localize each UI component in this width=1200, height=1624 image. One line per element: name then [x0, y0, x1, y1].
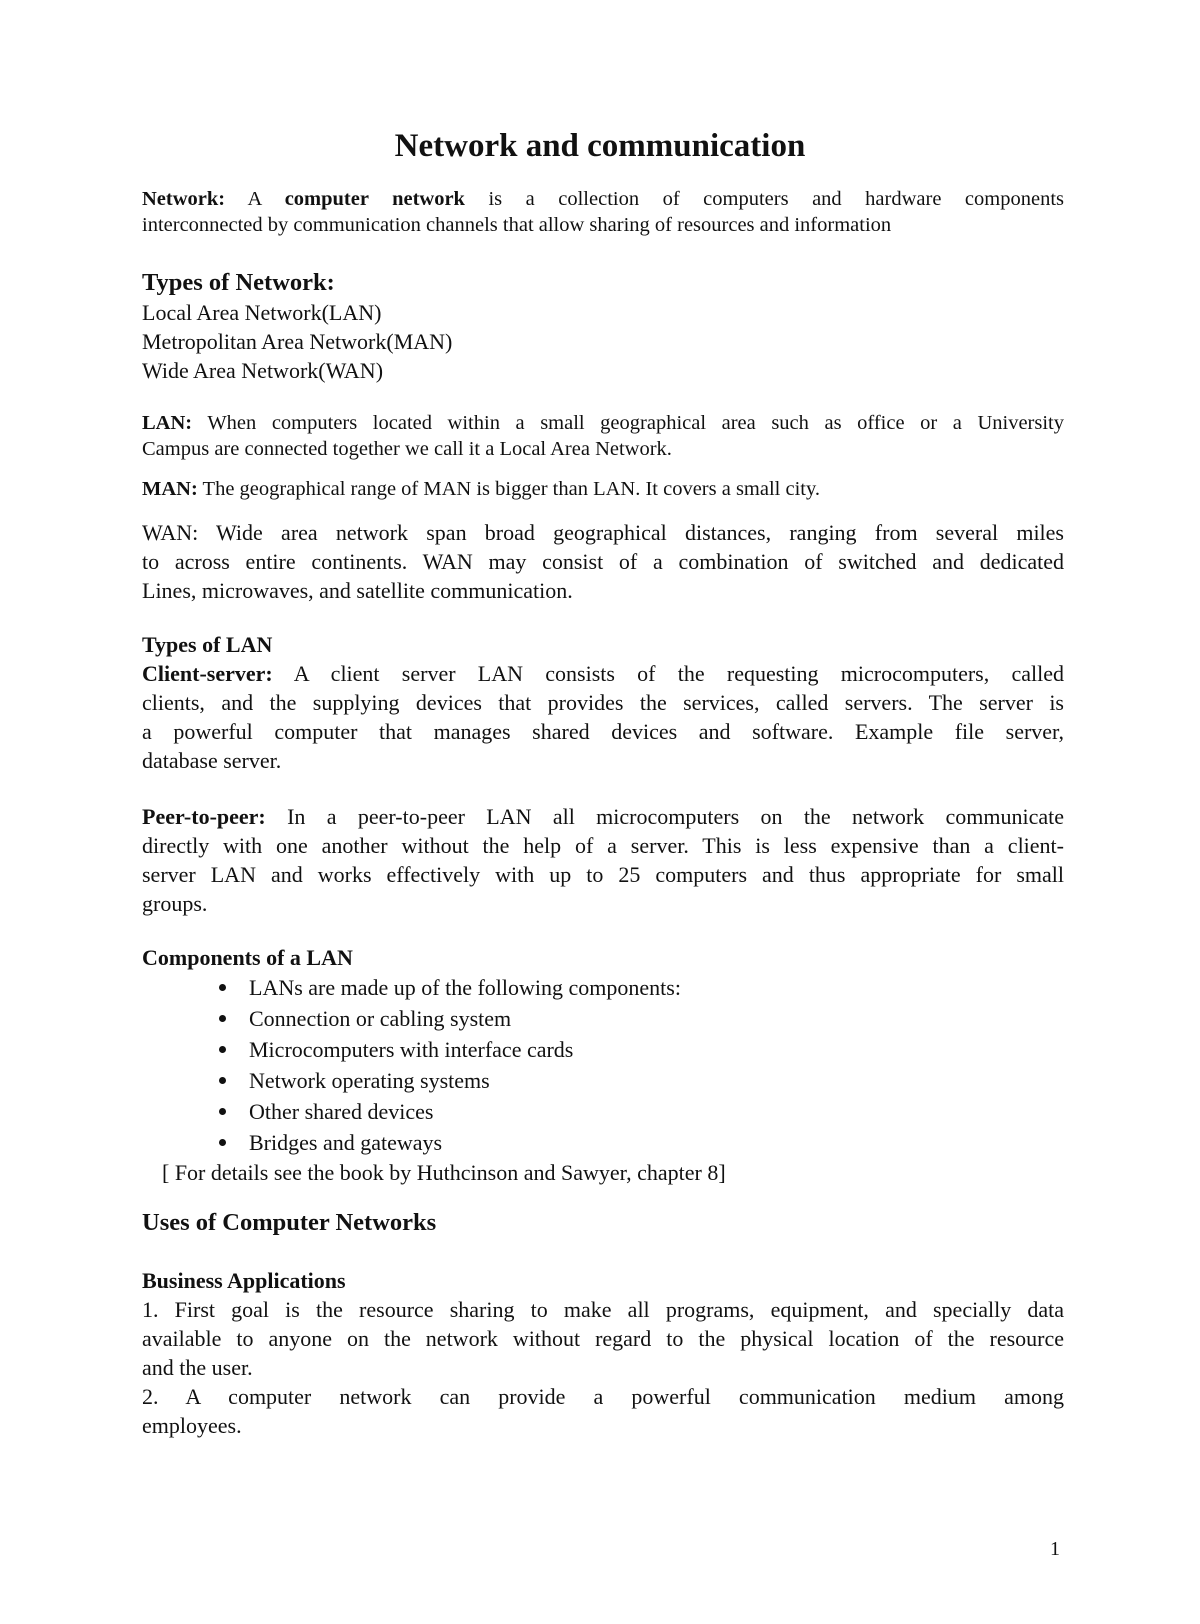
- uses-section: [142, 1208, 1064, 1238]
- list-item: [249, 1096, 1064, 1127]
- list-item-text: Bridges and gateways: [249, 1130, 443, 1155]
- wan-def-line-1: WAN: Wide area network span broad geographical distances, ranging from several miles: [142, 520, 1064, 545]
- computer-network-term: computer network: [284, 188, 465, 210]
- man-def-text: The geographical range of MAN is bigger than LAN. It covers a small city.: [197, 478, 821, 500]
- peer-to-peer-line-1: [142, 802, 1064, 831]
- business-point-1-line-2: available to anyone on the network without regard to the physical location of the resource: [142, 1326, 1064, 1351]
- types-of-lan-heading: [142, 630, 1064, 659]
- bullet-icon: [219, 1077, 226, 1084]
- bullet-icon: [219, 1108, 226, 1115]
- peer-to-peer-term: Peer-to-peer:: [142, 804, 266, 829]
- network-type-item: Wide Area Network(WAN): [142, 358, 384, 383]
- types-of-network-section: [142, 268, 1064, 385]
- man-definition: [142, 476, 1064, 502]
- client-server-line-1: [142, 659, 1064, 688]
- business-applications-section: [142, 1266, 1064, 1440]
- business-heading: [142, 1266, 1064, 1295]
- wan-def-line-3: Lines, microwaves, and satellite communication.: [142, 578, 573, 603]
- bullet-icon: [219, 984, 226, 991]
- lan-def-line-2: Campus are connected together we call it a Local Area Network.: [142, 438, 672, 460]
- list-item-text: Connection or cabling system: [249, 1006, 512, 1031]
- types-of-lan-section: [142, 630, 1064, 775]
- components-note: [ For details see the book by Huthcinson and Sawyer, chapter 8]: [162, 1160, 726, 1185]
- client-server-line-4: database server.: [142, 748, 282, 773]
- client-server-text: A client server LAN consists of the requesting microcomputers, called: [272, 661, 1064, 686]
- bullet-icon: [219, 1015, 226, 1022]
- peer-to-peer-line-2: directly with one another without the help of a server. This is less expensive than a client-: [142, 833, 1064, 858]
- peer-to-peer-text: In a peer-to-peer LAN all microcomputers on the network communicate: [265, 804, 1064, 829]
- network-type-item: Local Area Network(LAN): [142, 300, 382, 325]
- business-heading-text: Business Applications: [142, 1268, 346, 1293]
- network-def-lead: A: [247, 188, 285, 210]
- list-item: [249, 1034, 1064, 1065]
- list-item-text: Other shared devices: [249, 1099, 434, 1124]
- client-server-line-3: a powerful computer that manages shared devices and software. Example file server,: [142, 719, 1064, 744]
- client-server-line-2: clients, and the supplying devices that provides the services, called servers. The server is: [142, 690, 1064, 715]
- page-number: 1: [1050, 1538, 1060, 1560]
- components-section: [142, 943, 1064, 1187]
- list-item-text: Network operating systems: [249, 1068, 490, 1093]
- man-def-line: [142, 476, 1064, 502]
- list-item-text: LANs are made up of the following components:: [249, 975, 681, 1000]
- types-of-network-heading: Types of Network:: [142, 269, 335, 296]
- list-item-text: Microcomputers with interface cards: [249, 1037, 574, 1062]
- lan-def-text: When computers located within a small geographical area such as office or a University: [192, 412, 1064, 434]
- network-definition: [142, 186, 1064, 238]
- bullet-icon: [219, 1139, 226, 1146]
- network-type-item: Metropolitan Area Network(MAN): [142, 329, 453, 354]
- lan-term: LAN:: [142, 412, 193, 434]
- list-item: [249, 1003, 1064, 1034]
- business-point-2-line-2: employees.: [142, 1413, 242, 1438]
- network-term: Network:: [142, 188, 226, 210]
- network-def-line-2: interconnected by communication channels that allow sharing of resources and information: [142, 214, 892, 236]
- business-point-1-line-3: and the user.: [142, 1355, 253, 1380]
- components-heading-text: Components of a LAN: [142, 945, 353, 970]
- network-def-line-1: [142, 186, 1064, 212]
- bullet-icon: [219, 1046, 226, 1053]
- peer-to-peer-line-4: groups.: [142, 891, 208, 916]
- peer-to-peer-section: [142, 802, 1064, 918]
- types-of-lan-heading-text: Types of LAN: [142, 632, 273, 657]
- business-point-2-line-1: 2. A computer network can provide a powerful communication medium among: [142, 1384, 1064, 1409]
- business-point-1-line-1: 1. First goal is the resource sharing to make all programs, equipment, and specially data: [142, 1297, 1064, 1322]
- list-item: [249, 1065, 1064, 1096]
- lan-definition: [142, 410, 1064, 462]
- wan-def-line-2: to across entire continents. WAN may consist of a combination of switched and dedicated: [142, 549, 1064, 574]
- peer-to-peer-line-3: server LAN and works effectively with up to 25 computers and thus appropriate for small: [142, 862, 1064, 887]
- list-item: [249, 1127, 1064, 1158]
- list-item: [249, 972, 1064, 1003]
- man-term: MAN:: [142, 478, 198, 500]
- uses-heading: Uses of Computer Networks: [142, 1209, 437, 1236]
- components-heading: [142, 943, 1064, 972]
- client-server-term: Client-server:: [142, 661, 273, 686]
- components-list: [142, 972, 1064, 1158]
- wan-definition: [142, 518, 1064, 605]
- page-title: Network and communication: [394, 128, 806, 164]
- network-def-rest: is a collection of computers and hardware components: [464, 188, 1064, 210]
- lan-def-line-1: [142, 410, 1064, 436]
